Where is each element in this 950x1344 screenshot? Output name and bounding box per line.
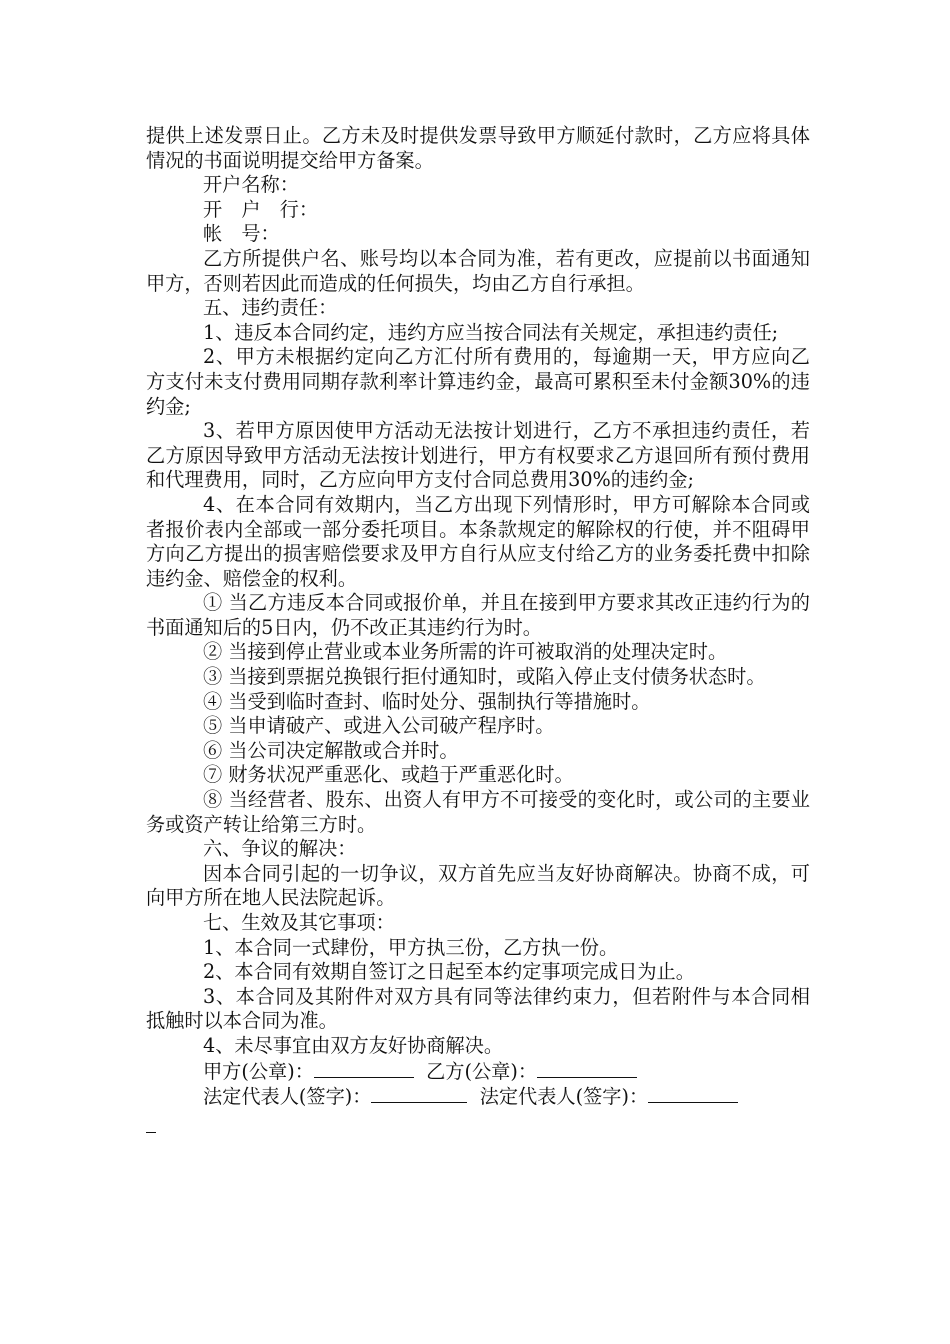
party-a-rep-label: 法定代表人(签字)： [203, 1085, 372, 1109]
contract-paragraph: 3、若甲方原因使甲方活动无法按计划进行，乙方不承担违约责任，若乙方原因导致甲方活动无法按计划进行，甲方有权要求乙方退回所有预付费用和代理费用，同时，乙方应向甲方支付合同总费用30%的违约金; [146, 419, 810, 492]
contract-paragraph: 开 户 行： [203, 197, 319, 221]
party-a-seal-label: 甲方(公章)： [203, 1059, 314, 1083]
party-b-rep-blank [648, 1084, 738, 1103]
contract-paragraph: 1、违反本合同约定，违约方应当按合同法有关规定，承担违约责任; [203, 320, 779, 344]
contract-paragraph: 七、生效及其它事项： [203, 911, 395, 934]
contract-paragraph: ④ 当受到临时查封、临时处分、强制执行等措施时。 [203, 689, 651, 713]
contract-paragraph: 1、本合同一式肆份，甲方执三份，乙方执一份。 [203, 935, 619, 959]
contract-paragraph: ⑦ 财务状况严重恶化、或趋于严重恶化时。 [203, 763, 574, 787]
contract-paragraph: ③ 当接到票据兑换银行拒付通知时，或陷入停止支付债务状态时。 [203, 665, 766, 689]
contract-paragraph: ⑥ 当公司决定解散或合并时。 [203, 738, 459, 762]
contract-paragraph: 六、争议的解决： [203, 837, 357, 861]
contract-paragraph: 3、本合同及其附件对双方具有同等法律约束力，但若附件与本合同相抵触时以本合同为准。 [146, 984, 810, 1033]
party-b-seal-label: 乙方(公章)： [426, 1059, 538, 1083]
document-body [146, 124, 810, 1133]
signature-blank-continuation [146, 1114, 156, 1133]
contract-paragraph: 帐 号： [203, 222, 280, 246]
contract-paragraph: 2、本合同有效期自签订之日起至本约定事项完成日为止。 [203, 960, 695, 984]
contract-paragraph: 开户名称： [203, 173, 299, 197]
contract-paragraph: 4、未尽事宜由双方友好协商解决。 [203, 1033, 504, 1057]
contract-paragraph: 4、在本合同有效期内，当乙方出现下列情形时，甲方可解除本合同或者报价表内全部或一部分委托项目。本条款规定的解除权的行使，并不阻碍甲方向乙方提出的损害赔偿要求及甲方自行从应支付给乙方的业务委托费中扣除违约金、赔偿金的权利。 [146, 492, 810, 590]
contract-paragraph: 2、甲方未根据约定向乙方汇付所有费用的，每逾期一天，甲方应向乙方支付未支付费用同期存款利率计算违约金，最高可累积至未付金额30%的违约金; [146, 345, 810, 418]
contract-paragraph: ② 当接到停止营业或本业务所需的许可被取消的处理决定时。 [203, 640, 728, 664]
contract-paragraphs [146, 124, 810, 1059]
representative-line [146, 1084, 810, 1110]
party-b-seal-blank [537, 1059, 637, 1078]
contract-paragraph: 提供上述发票日止。乙方未及时提供发票导致甲方顺延付款时，乙方应将具体情况的书面说明提交给甲方备案。 [146, 124, 810, 172]
contract-paragraph: ⑧ 当经营者、股东、出资人有甲方不可接受的变化时，或公司的主要业务或资产转让给第三方时。 [146, 788, 810, 836]
contract-paragraph: ① 当乙方违反本合同或报价单，并且在接到甲方要求其改正违约行为的书面通知后的5日内，仍不改正其违约行为时。 [146, 591, 810, 639]
contract-paragraph: 乙方所提供户名、账号均以本合同为准，若有更改，应提前以书面通知甲方，否则若因此而造成的任何损失，均由乙方自行承担。 [146, 246, 810, 295]
contract-paragraph: ⑤ 当申请破产、或进入公司破产程序时。 [203, 714, 555, 738]
contract-paragraph: 五、违约责任： [203, 296, 338, 320]
party-a-rep-blank [371, 1084, 467, 1103]
party-a-seal-blank [314, 1059, 414, 1078]
party-b-rep-label: 法定代表人(签字)： [479, 1085, 649, 1109]
seal-line [146, 1059, 810, 1085]
contract-paragraph: 因本合同引起的一切争议，双方首先应当友好协商解决。协商不成，可向甲方所在地人民法院起诉。 [146, 861, 810, 910]
